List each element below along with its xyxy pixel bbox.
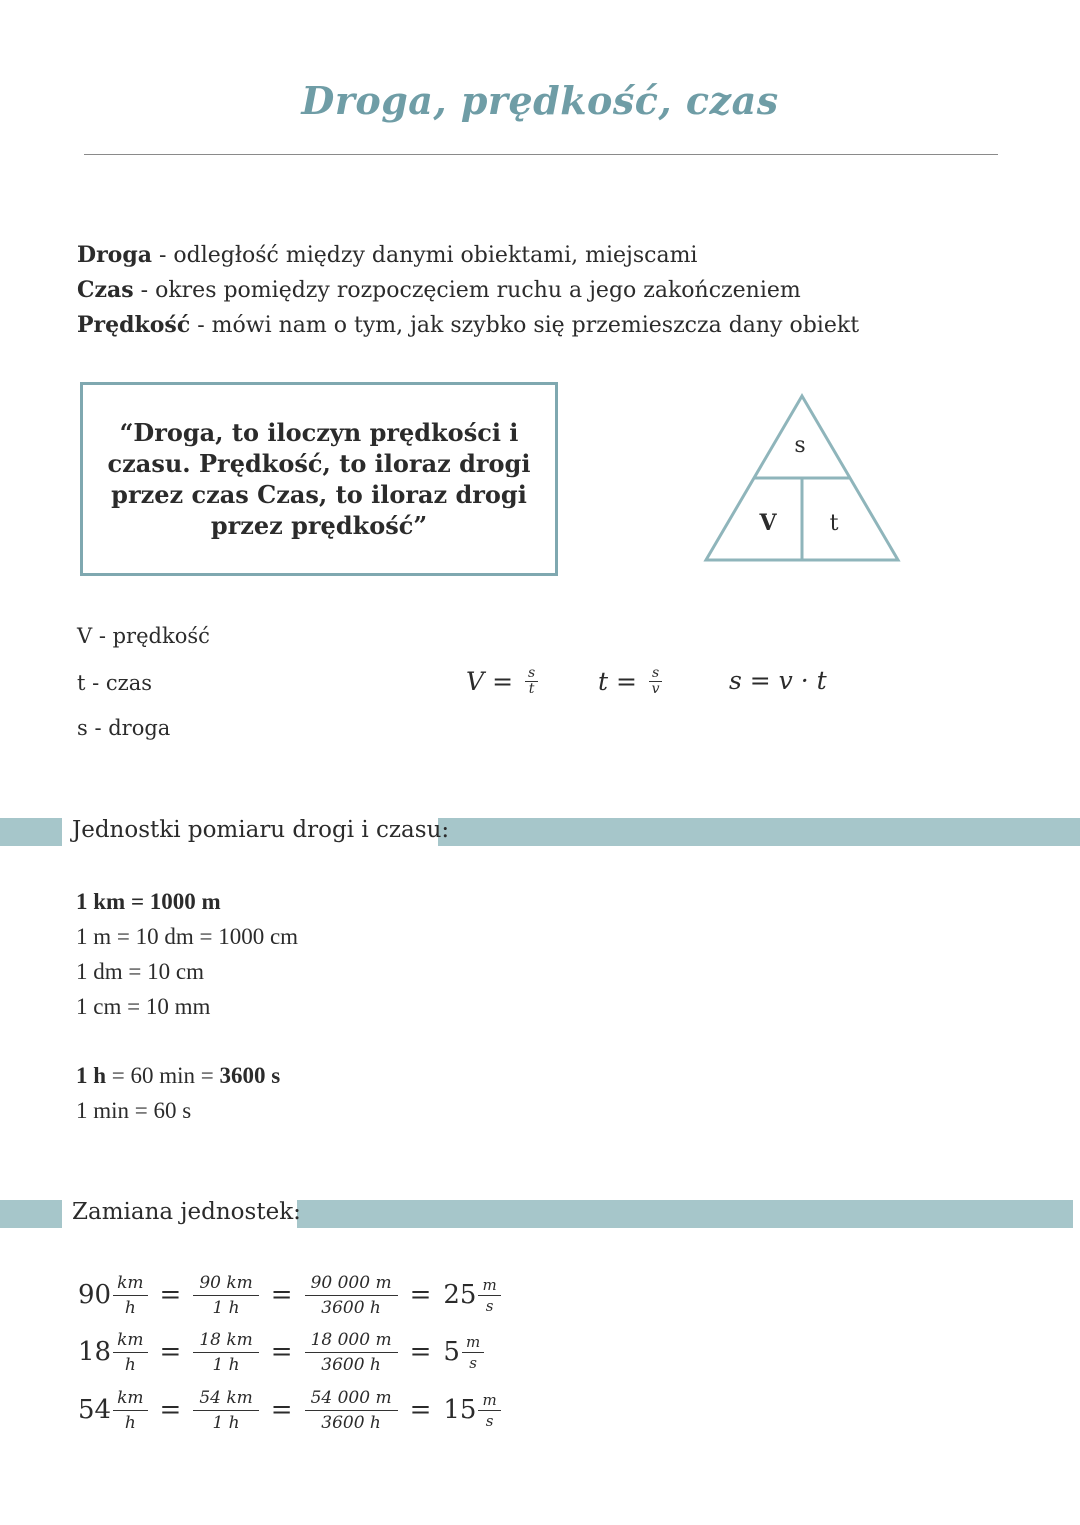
conv-unit-num: km [113, 1271, 147, 1296]
formula-fraction [649, 666, 662, 697]
section-heading-units: Jednostki pomiaru drogi i czasu: [72, 817, 450, 843]
unit-hour-a: 1 h [76, 1063, 107, 1088]
conv-value: 54 [78, 1395, 112, 1425]
fraction-denominator: t [528, 681, 535, 697]
conv-res-den: s [485, 1296, 494, 1315]
section-band-left [0, 818, 62, 846]
conv-unit [113, 1386, 147, 1435]
svt-triangle-diagram [700, 392, 904, 568]
conv-result: 5 [443, 1337, 460, 1367]
equals-sign: = [270, 1395, 293, 1425]
section-heading-conversion: Zamiana jednostek: [72, 1199, 301, 1225]
equals-sign: = [409, 1337, 432, 1367]
section-band-right [438, 818, 1080, 846]
unit-min: 1 min = 60 s [76, 1098, 192, 1123]
unit-km [76, 884, 221, 919]
definition-droga [77, 238, 697, 273]
equals-sign: = [270, 1280, 293, 1310]
conv-result: 25 [443, 1280, 477, 1310]
page-title: Droga, prędkość, czas [301, 78, 779, 123]
conv-unit-num: km [113, 1328, 147, 1353]
conv-result-unit [478, 1275, 500, 1316]
formula-lhs: t [598, 667, 609, 696]
definition-text: - odległość między danymi obiektami, miejscami [151, 243, 698, 268]
definition-text: - mówi nam o tym, jak szybko się przemieszcza dany obiekt [190, 313, 860, 338]
conv-fraction-1 [193, 1386, 258, 1435]
conv-f2-den: 3600 h [321, 1412, 381, 1433]
unit-m: 1 m = 10 dm = 1000 cm [76, 924, 299, 949]
quote-text: “Droga, to iloczyn prędkości i czasu. Prędkość, to iloraz drogi przez czas Czas, to iloraz drogi przez prędkość” [107, 418, 531, 540]
equals-sign: = [409, 1395, 432, 1425]
conv-unit-den: h [124, 1354, 136, 1375]
conv-fraction-2 [305, 1328, 398, 1377]
variable-t: t - czas [77, 671, 153, 695]
conv-unit [113, 1271, 147, 1320]
variable-v: V - prędkość [77, 624, 210, 648]
conv-unit-num: km [113, 1386, 147, 1411]
equals-sign: = [409, 1280, 432, 1310]
unit-cm: 1 cm = 10 mm [76, 994, 211, 1019]
triangle-label-v: V [759, 510, 777, 536]
conv-fraction-1 [193, 1271, 258, 1320]
conv-result: 15 [443, 1395, 477, 1425]
variable-s: s - droga [77, 716, 171, 740]
equals-sign: = [159, 1280, 182, 1310]
conv-value: 90 [78, 1280, 112, 1310]
conv-result-unit [462, 1332, 484, 1373]
triangle-label-s: s [794, 433, 806, 458]
conv-fraction-1 [193, 1328, 258, 1377]
fraction-numerator: s [649, 666, 662, 682]
unit-hour-mid: = 60 min = [106, 1063, 220, 1088]
conversion-row [78, 1383, 501, 1437]
unit-hour-b: 3600 s [219, 1063, 281, 1088]
conv-f1-num: 90 km [193, 1271, 258, 1296]
definition-text: - okres pomiędzy rozpoczęciem ruchu a jego zakończeniem [133, 278, 801, 303]
equals-sign: = [159, 1395, 182, 1425]
definition-term: Prędkość [77, 312, 191, 338]
conv-f2-num: 90 000 m [305, 1271, 398, 1296]
fraction-denominator: v [651, 681, 660, 697]
formula-fraction [525, 666, 538, 697]
quote-box [80, 382, 558, 576]
unit-dm: 1 dm = 10 cm [76, 959, 204, 984]
conv-res-den: s [485, 1411, 494, 1430]
conv-unit [113, 1328, 147, 1377]
conv-res-den: s [469, 1353, 477, 1372]
conv-f1-den: 1 h [212, 1297, 240, 1318]
conv-fraction-2 [305, 1271, 398, 1320]
equals-sign: = [270, 1337, 293, 1367]
conversion-row [78, 1268, 501, 1322]
conv-res-num: m [462, 1332, 484, 1353]
title-divider [84, 154, 998, 155]
section-band-right [297, 1200, 1073, 1228]
equals-sign: = [159, 1337, 182, 1367]
formula-distance: s = v · t [729, 666, 827, 695]
conv-fraction-2 [305, 1386, 398, 1435]
conv-unit-den: h [124, 1412, 136, 1433]
unit-hour [76, 1058, 280, 1093]
conv-result-unit [478, 1390, 500, 1431]
conv-f2-den: 3600 h [321, 1297, 381, 1318]
definition-term: Czas [77, 277, 134, 303]
formula-lhs: V [466, 667, 485, 696]
conv-f1-den: 1 h [212, 1354, 240, 1375]
conv-f1-num: 18 km [193, 1328, 258, 1353]
conv-res-num: m [478, 1275, 500, 1296]
fraction-numerator: s [525, 666, 538, 682]
conv-value: 18 [78, 1337, 112, 1367]
conv-unit-den: h [124, 1297, 136, 1318]
triangle-label-t: t [829, 511, 839, 536]
conv-f2-num: 54 000 m [305, 1386, 398, 1411]
conv-f1-den: 1 h [212, 1412, 240, 1433]
conv-f2-num: 18 000 m [305, 1328, 398, 1353]
formula-velocity: V = $\frac{s}{t}$ [466, 666, 542, 697]
conv-f2-den: 3600 h [321, 1354, 381, 1375]
definition-czas [77, 273, 801, 308]
definition-term: Droga [77, 242, 152, 268]
conv-f1-num: 54 km [193, 1386, 258, 1411]
unit-km-text: 1 km = 1000 m [76, 889, 221, 914]
formula-time: t = $\frac{s}{v}$ [598, 666, 666, 697]
definition-predkosc [77, 308, 859, 343]
section-band-left [0, 1200, 62, 1228]
conversion-row [78, 1325, 484, 1379]
conv-res-num: m [478, 1390, 500, 1411]
